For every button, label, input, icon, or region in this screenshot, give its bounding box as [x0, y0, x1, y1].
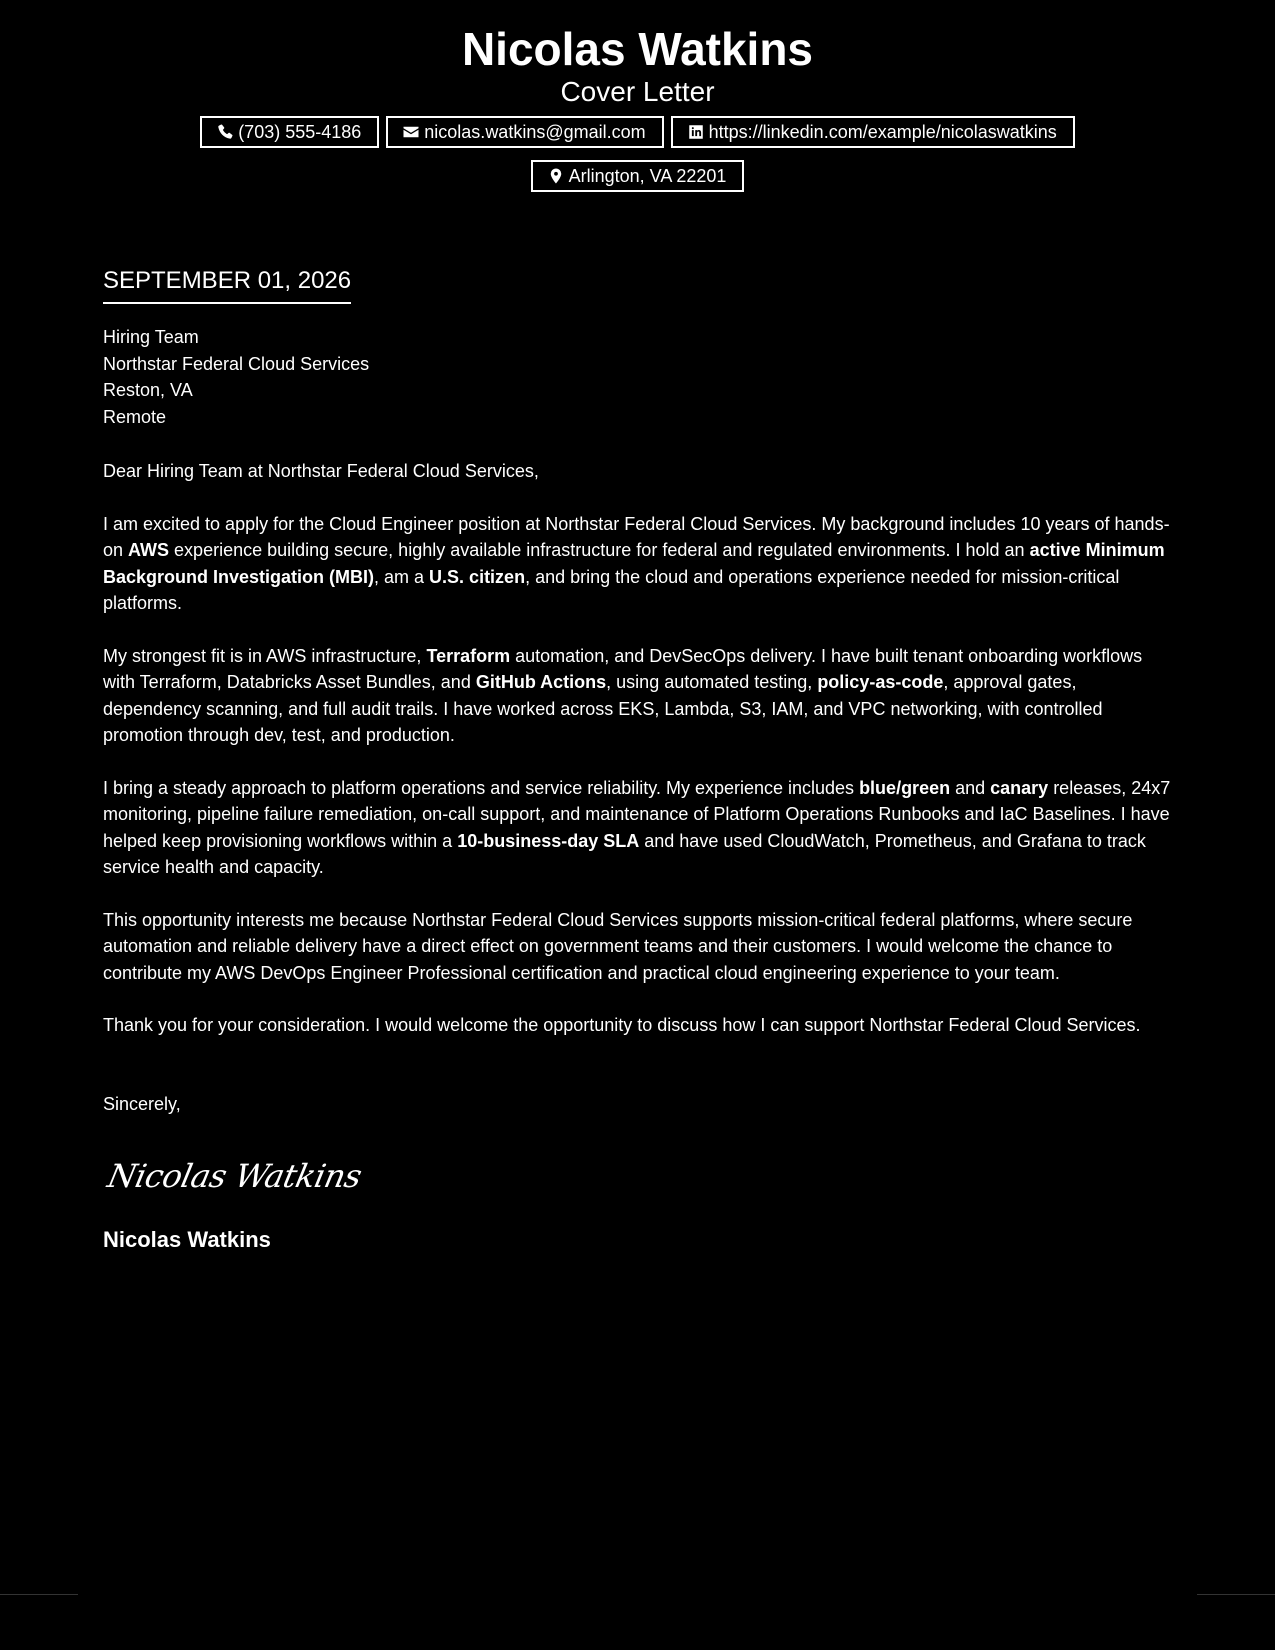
- signature: Nicolas Watkins: [104, 1157, 365, 1195]
- salutation: Dear Hiring Team at Northstar Federal Cloud Services,: [103, 461, 539, 481]
- footer-rule-left: [0, 1594, 78, 1595]
- bold-text: active Minimum Background Investigation (MBI): [103, 540, 1165, 587]
- recipient-line: Reston, VA: [103, 380, 193, 400]
- bold-text: policy-as-code: [817, 672, 944, 692]
- text-run: experience building secure, highly available infrastructure for federal and regulated environments. I hold an: [169, 540, 1030, 560]
- bold-text: GitHub Actions: [475, 672, 607, 692]
- contact-linkedin[interactable]: [671, 116, 1075, 148]
- letter-paragraphs: [103, 511, 1178, 1039]
- bold-text: AWS: [128, 540, 170, 560]
- bold-text: 10-business-day SLA: [457, 830, 640, 851]
- contact-location-text: Arlington, VA 22201: [568, 166, 727, 186]
- text-run: , approval gates, dependency scanning, and full audit trails. I have worked across EKS, Lambda, S3, IAM, and VPC networking, with controlled promotion through dev, test, and production.: [103, 672, 1103, 745]
- text-run: , and bring the cloud and operations experience needed for mission-critical platforms.: [103, 566, 1120, 613]
- recipient-line: Remote: [103, 406, 167, 427]
- body-paragraph: [103, 1012, 1178, 1039]
- map-pin-icon: [547, 167, 565, 185]
- closing: Sincerely,: [103, 1093, 181, 1114]
- body-paragraph: [103, 511, 1178, 617]
- footer-rule-right: [1197, 1594, 1275, 1595]
- text-run: and have used CloudWatch, Prometheus, and Grafana to track service health and capacity.: [103, 830, 1146, 877]
- text-run: releases, 24x7 monitoring, pipeline failure remediation, on-call support, and maintenance of Platform Operations Runbooks and IaC Baselines. I have helped keep provisioning workflows within a: [103, 777, 1171, 851]
- bold-text: Terraform: [426, 645, 511, 666]
- recipient-line: Northstar Federal Cloud Services: [103, 353, 370, 374]
- bold-text: blue/green: [859, 777, 951, 798]
- letter-date: SEPTEMBER 01, 2026: [103, 266, 351, 304]
- text-run: and: [950, 777, 991, 798]
- text-run: This opportunity interests me because Northstar Federal Cloud Services supports mission-critical federal platforms, where secure automation and reliable delivery have a direct effect on government teams and their customers. I would welcome the chance to contribute my AWS DevOps Engineer Professional certification and practical cloud engineering experience to your team.: [103, 909, 1133, 983]
- letter-body: [103, 266, 1178, 1254]
- text-run: My strongest fit is in AWS infrastructure,: [103, 645, 427, 666]
- recipient-block: [103, 324, 1178, 430]
- contact-email[interactable]: [386, 116, 663, 148]
- text-run: , am a: [374, 566, 430, 587]
- contact-email-text: nicolas.watkins@gmail.com: [424, 122, 646, 142]
- applicant-name: Nicolas Watkins: [461, 23, 814, 75]
- contact-linkedin-text: https://linkedin.com/example/nicolaswatkins: [708, 122, 1057, 142]
- body-paragraph: [103, 907, 1178, 987]
- letter-header: [0, 0, 1275, 192]
- bold-text: U.S. citizen: [429, 566, 526, 587]
- recipient-line: Hiring Team: [103, 327, 199, 347]
- text-run: Thank you for your consideration. I would welcome the opportunity to discuss how I can support Northstar Federal Cloud Services.: [103, 1015, 1141, 1035]
- contact-phone-text: (703) 555-4186: [238, 122, 362, 142]
- text-run: , using automated testing,: [606, 672, 818, 692]
- text-run: I bring a steady approach to platform operations and service reliability. My experience includes: [103, 777, 860, 798]
- body-paragraph: [103, 775, 1178, 881]
- envelope-icon: [402, 123, 420, 141]
- phone-icon: [216, 123, 234, 141]
- body-paragraph: [103, 643, 1178, 749]
- text-run: automation, and DevSecOps delivery. I have built tenant onboarding workflows with Terraform, Databricks Asset Bundles, and: [103, 645, 1143, 692]
- bold-text: canary: [990, 777, 1049, 798]
- document-subtitle: Cover Letter: [560, 76, 715, 107]
- text-run: I am excited to apply for the Cloud Engineer position at Northstar Federal Cloud Services. My background includes 10 years of hands-on: [103, 513, 1170, 560]
- contact-list: [158, 116, 1118, 192]
- contact-location[interactable]: [531, 160, 745, 192]
- contact-phone[interactable]: [200, 116, 379, 148]
- signed-name: Nicolas Watkins: [103, 1227, 271, 1252]
- linkedin-icon: [687, 123, 705, 141]
